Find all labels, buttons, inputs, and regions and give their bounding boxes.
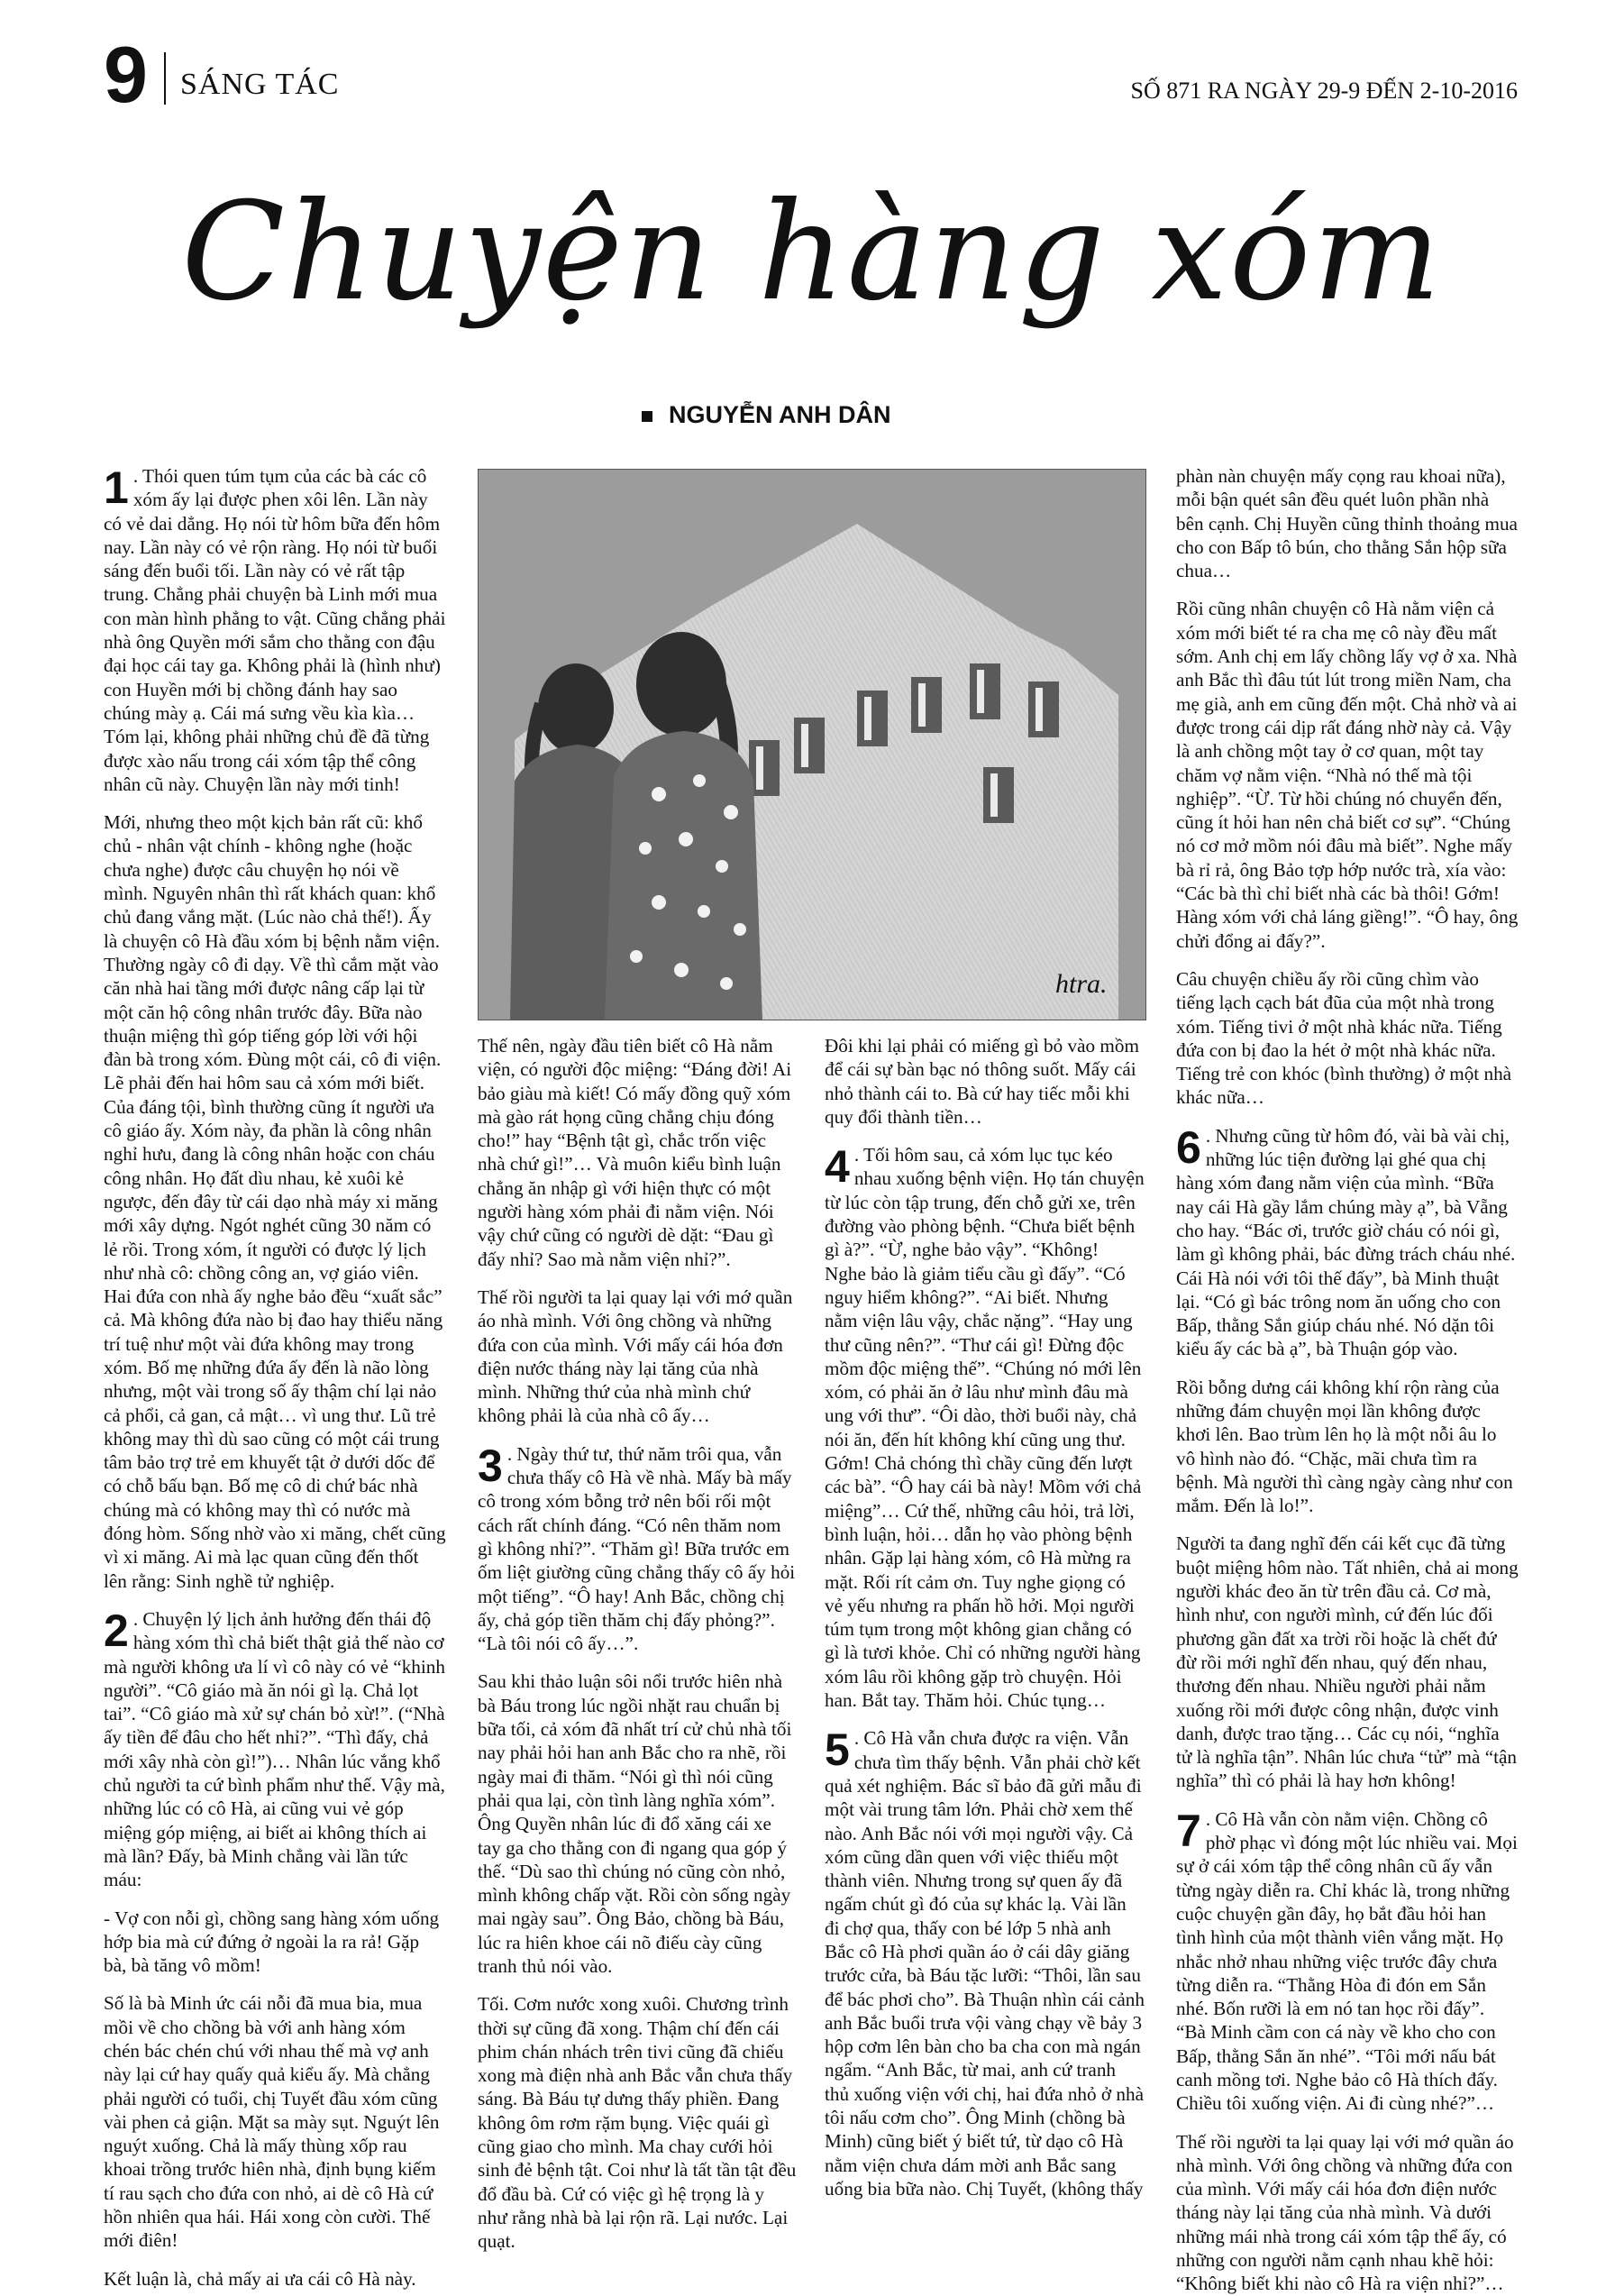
byline [642, 401, 891, 428]
text-column-1 [104, 462, 446, 2290]
author-name: NGUYỄN ANH DÂN [669, 401, 891, 428]
paragraph-text: . Cô Hà vẫn còn nằm viện. Chồng cô phờ phạc vì đóng một lúc nhiều vai. Mọi sự ở cái xóm tập thể công nhân cũ ấy vẫn từng ngày diễn ra. Chỉ khác là, trong những cuộc chuyện gần đây, họ bắt đầu hỏi han tình hình của một thành viên vắng mặt. Họ nhắc nhở nhau những việc trước đây chưa từng diễn ra. “Thằng Hòa đi đón em Sắn nhé. Bốn rưỡi là em nó tan học rồi đấy”. “Bà Minh cầm con cá này về kho cho con Bấp, thằng Sắn ăn nhé”. “Tôi mới nấu bát canh mồng tơi. Nghe bảo cô Hà thích đấy. Chiều tôi xuống viện. Ai đi cùng nhé?”… [1176, 1807, 1518, 2115]
page-number: 9 [104, 30, 148, 119]
paragraph-text: . Ngày thứ tư, thứ năm trôi qua, vẫn chưa thấy cô Hà về nhà. Mấy bà mấy cô trong xóm bỗng trở nên bối rối một cách rất chính đáng. “Có nên thăm nom gì không nhỉ?”. “Thăm gì! Bữa trước em ốm liệt giường cũng chẳng thấy cô ấy hỏi một tiếng”. “Ô hay! Anh Bắc, chồng chị ấy, chả góp tiền thăm chị đấy phỏng?”. “Là tôi nói cô ấy…”. [478, 1442, 796, 1655]
section-number: 7 [1176, 1805, 1201, 1856]
section-number: 5 [825, 1724, 850, 1776]
section-number: 3 [478, 1440, 503, 1491]
paragraph: Tối. Cơm nước xong xuôi. Chương trình thời sự cũng đã xong. Thậm chí đến cái phim chán nhách trên tivi cũng đã chiếu xong mà điện nhà anh Bắc vẫn chưa thấy sáng. Bà Báu tự dưng thấy phiền. Đang không ôm rơm rặm bụng. Việc quái gì cũng giao cho mình. Ma chay cưới hỏi sinh đẻ bệnh tật. Coi như là tất tần tật đều đổ đầu bà. Cứ có việc gì hệ trọng là y như rằng nhà bà lại rộn rã. Lại nước. Lại quạt. [478, 1993, 797, 2253]
text-column-4 [1176, 464, 1519, 2295]
paragraph-text: . Nhưng cũng từ hôm đó, vài bà vài chị, những lúc tiện đường lại ghé qua chị hàng xóm đang nằm viện của mình. “Bữa nay cái Hà gầy lắm chúng mày ạ”, bà Vẵng cho hay. “Bác ơi, trước giờ cháu có nói gì, làm gì không phải, bác đừng trách cháu nhé. Cái Hà nói với tôi thế đấy”, bà Minh thuật lại. “Có gì bác trông nom ăn uống cho con Bấp, thằng Sắn giúp cháu nhé. Nó dặn tôi kiểu ấy các bà ạ”, bà Thuận góp vào. [1176, 1124, 1516, 1360]
paragraph: Rồi bỗng dưng cái không khí rộn ràng của những đám chuyện mọi lần không được khơi lên. Bao trùm lên họ là một nỗi âu lo vô hình nào đó. “Chặc, mãi chưa tìm ra bệnh. Mà người thì càng ngày càng như con mắm. Đến là lo!”. [1176, 1376, 1513, 1517]
section-number: 1 [104, 462, 129, 513]
paragraph: Thế rồi người ta lại quay lại với mớ quần áo nhà mình. Với ông chồng và những đứa con của mình. Với mấy cái hóa đơn điện nước tháng này lại tăng của nhà mình. Những thứ của nhà mình chứ không phải là của nhà cô ấy… [478, 1285, 793, 1427]
paragraph: Đôi khi lại phải có miếng gì bỏ vào mồm để cái sự bàn bạc nó thông suốt. Mấy cái nhỏ thành cái to. Bà cứ hay tiếc mỗi khi quy đổi thành tiền… [825, 1035, 1139, 1128]
paragraph-text: . Thói quen túm tụm của các bà các cô xóm ấy lại được phen xôi lên. Lần này có vẻ dai dẳng. Họ nói từ hôm bữa đến hôm nay. Lần này có vẻ rộn ràng. Họ nói từ buổi sáng đến buổi tối. Lần này có vẻ rất tập trung. Chẳng phải chuyện bà Linh mới mua con màn hình phẳng to vật. Cũng chẳng phải nhà ông Quyền mới sắm cho thằng con đậu đại học cái tay ga. Không phải là (hình như) con Huyền mới bị chồng đánh hay sao chúng mày ạ. Cái má sưng vều kìa kìa… Tóm lại, không phải những chủ đề đã từng được xào nấu trong cái xóm tập thể công nhân cũ này. Chuyện lần này mới tinh! [104, 465, 446, 795]
illustration-drawing [479, 470, 1145, 1020]
illustration [478, 469, 1146, 1020]
paragraph [1176, 1807, 1519, 2116]
paragraph [825, 1143, 1145, 1712]
byline-bullet-icon [642, 411, 652, 422]
paragraph [104, 464, 446, 796]
paragraph [104, 1607, 446, 1892]
paragraph-text: . Cô Hà vẫn chưa được ra viện. Vẫn chưa tìm thấy bệnh. Vẫn phải chờ kết quả xét nghiệm. Bác sĩ bảo đã gửi mẫu đi một vài trung tâm lớn. Phải chờ xem thế nào. Anh Bắc nói với mọi người vậy. Cả xóm cũng dần quen với việc thiếu một thành viên. Nhưng trong sự quen ấy đã ngấm chút gì đó của sự khác lạ. Vài lần đi chợ qua, thấy con bé lớp 5 nhà anh Bắc cô Hà phơi quần áo ở cái dây giăng trước cửa, bà Báu tặc lưỡi: “Thôi, lần sau để bác phơi cho”. Bà Thuận nhìn cái cảnh anh Bắc buổi trưa vội vàng chạy về bảy 3 hộp cơm lên bàn cho ba cha con mà ngán ngẩm. “Anh Bắc, từ mai, anh cứ tranh thủ xuống viện với chị, hai đứa nhỏ ở nhà tôi nấu cơm cho”. Ông Minh (chồng bà Minh) cũng biết ý biết tứ, từ dạo cô Hà nằm viện chưa dám mời anh Bắc sang uống bia bữa nào. Chị Tuyết, (không thấy [825, 1727, 1145, 2200]
section-name: SÁNG TÁC [180, 68, 340, 101]
paragraph: phàn nàn chuyện mấy cọng rau khoai nữa), mỗi bận quét sân đều quét luôn phần nhà bên cạnh. Chị Huyền cũng thỉnh thoảng mua cho con Bấp tô bún, cho thằng Sắn hộp sữa chua… [1176, 465, 1518, 582]
paragraph: Thế nên, ngày đầu tiên biết cô Hà nằm viện, có người độc miệng: “Đáng đời! Ai bảo giàu mà kiết! Có mấy đồng quỹ xóm mà gào rát họng cũng chẳng chịu đóng cho!” hay “Bệnh tật gì, chắc trốn việc nhà chứ gì!”… Và muôn kiểu bình luận chẳng ăn nhập gì với hiện thực có một người hàng xóm phải đi nằm viện. Nói vậy chứ cũng có người dè dặt: “Đau gì đấy nhỉ? Sao mà nằm viện nhỉ?”. [478, 1035, 792, 1270]
section-number: 2 [104, 1605, 129, 1656]
paragraph: - Vợ con nỗi gì, chồng sang hàng xóm uống hớp bia mà cứ đứng ở ngoài la ra rả! Gặp bà, bà tăng vô mồm! [104, 1907, 440, 1977]
paragraph: Thế rồi người ta lại quay lại với mớ quần áo nhà mình. Với ông chồng và những đứa con của mình. Với mấy cái hóa đơn điện nước tháng này lại tăng của nhà mình. Và dưới những mái nhà trong cái xóm tập thể ấy, có những con người nằm cạnh nhau khẽ hỏi: “Không biết khi nào cô Hà ra viện nhỉ?”… [1176, 2130, 1514, 2295]
paragraph: Số là bà Minh ức cái nỗi đã mua bia, mua mồi về cho chồng bà với anh hàng xóm chén bác chén chú với nhau thế mà vợ anh này lại cứ hay quấy quả kiểu ấy. Mà chẳng phải người có tuổi, chị Tuyết đầu xóm cũng vài phen cả giận. Mặt sa mày sụt. Nguýt lên nguýt xuống. Chả là mấy thùng xốp rau khoai trồng trước hiên nhà, định bụng kiếm tí rau sạch cho đứa con nhỏ, ai dè cô Hà cứ hồn nhiên qua hái. Hái xong còn cười. Thế mới điên! [104, 1992, 440, 2252]
paragraph: Sau khi thảo luận sôi nổi trước hiên nhà bà Báu trong lúc ngồi nhặt rau chuẩn bị bữa tối, cả xóm đã nhất trí cử chủ nhà tối nay phải hỏi han anh Bắc cho ra nhẽ, rồi ngày mai đi thăm. “Nói gì thì nói cũng phải qua lại, còn tình làng nghĩa xóm”. Ông Quyền nhân lúc đi đổ xăng cái xe tay ga cho thằng con đi ngang qua góp ý thế. “Dù sao thì chúng nó cũng còn nhỏ, mình không chấp vặt. Rồi còn sống ngày mai ngày sau”. Ông Bảo, chồng bà Báu, lúc ra hiên khoe cái nõ điếu cày cũng tranh thủ nói vào. [478, 1670, 792, 1977]
paragraph: Người ta đang nghĩ đến cái kết cục đã từng buột miệng hôm nào. Tất nhiên, chả ai mong người khác đeo ăn từ trên đầu cả. Cơ mà, hình như, con người mình, cứ đến lúc đối phương gần đất xa trời rồi hoặc là chết đứ đừ rồi mới nghĩ đến nhau, quý đến nhau, thương đến nhau. Nhiều người phải nằm xuống rồi mới được công nhận, được vinh danh, được trao tặng… Các cụ nói, “nghĩa tử là nghĩa tận”. Nhân lúc chưa “tử” mà “tận nghĩa” thì có phải là hay hơn không! [1176, 1532, 1519, 1792]
text-column-3 [825, 1034, 1145, 2200]
paragraph: Rồi cũng nhân chuyện cô Hà nằm viện cả xóm mới biết té ra cha mẹ cô này đều mất sớm. Anh chị em lấy chồng lấy vợ ở xa. Nhà anh Bắc thì đâu tút lút trong miền Nam, cha mẹ già, anh em cũng đến một. Chả nhờ và ai được trong cái dịp rất đáng nhờ này cả. Vậy là anh chồng một tay ở cơ quan, một tay chăm vợ nằm viện. “Nhà nó thế mà tội nghiệp”. “Ừ. Từ hồi chúng nó chuyển đến, cũng ít hỏi han nên chả biết cơ sự”. “Chúng nó cơ mở mồm nói đâu mà biết”. Nghe mấy bà rỉ rả, ông Bảo tợp hớp nước trà, xía vào: “Các bà thì chỉ biết nhà các bà thôi! Gớm! Hàng xóm với chả láng giềng!”. “Ô hay, ông chửi đổng ai đấy?”. [1176, 598, 1519, 952]
paragraph: Mới, nhưng theo một kịch bản rất cũ: khổ chủ - nhân vật chính - không nghe (hoặc chưa nghe) được câu chuyện họ nói về mình. Nguyên nhân thì rất khách quan: khổ chủ đang vắng mặt. (Lúc nào chả thế!). Ấy là chuyện cô Hà đầu xóm bị bệnh nằm viện. Thường ngày cô đi dạy. Về thì cắm mặt vào căn nhà hai tầng mới được nâng cấp lại từ một căn hộ công nhân trước đây. Bữa nào thuận miệng thì góp tiếng góp lời với hội đàn bà trong xóm. Đùng một cái, cô đi viện. Lẽ phải đến hai hôm sau cả xóm mới biết. Của đáng tội, bình thường cũng ít người ưa cô giáo ấy. Xóm này, đa phần là công nhân nghỉ hưu, đang là công nhân hoặc con cháu công nhân. Họ đất dìu nhau, kẻ xuôi kẻ ngược, đến đây từ cái dạo nhà máy xi măng mới xây dựng. Ngót nghét cũng 30 năm có lẻ rồi. Trong xóm, ít người có được lý lịch như nhà cô: chồng công an, vợ giáo viên. Hai đứa con nhà ấy nghe bảo đều “xuất sắc” cả. Mà không đứa nào bị đao hay thiểu năng trí tuệ như một vài đứa không may trong xóm. Bố mẹ những đứa ấy đến là não lòng nhưng, một vài trong số ấy thậm chí lại nảo cả phổi, cả gan, cả mật… vì ung thư. Lũ trẻ không may thì dù sao cũng có một cái trung tâm bảo trợ trẻ em khuyết tật ở dưới dốc để có chỗ bấu bạn. Bố mẹ cô di chứ bác nhà chúng mà có không may thì có nước mà đóng hòm. Sống nhờ vào xi măng, chết cũng vì xi măng. Ai mà lạc quan cũng đến thốt lên rằng: Sinh nghề tử nghiệp. [104, 811, 446, 1592]
section-number: 4 [825, 1141, 850, 1193]
header-divider [164, 52, 166, 105]
issue-info: SỐ 871 RA NGÀY 29-9 ĐẾN 2-10-2016 [1130, 78, 1518, 104]
paragraph [1176, 1121, 1519, 1361]
section-number: 6 [1176, 1121, 1201, 1173]
article-title: Chuyện hàng xóm [181, 174, 1443, 331]
paragraph [825, 1726, 1145, 2200]
illustration-signature: htra. [1055, 969, 1108, 999]
paragraph: Câu chuyện chiều ấy rồi cũng chìm vào tiếng lạch cạch bát đũa của một nhà trong xóm. Tiếng tivi ở một nhà khác nữa. Tiếng đứa con bị đao la hét ở một nhà khác nữa. Tiếng trẻ con khóc (bình thường) ở một nhà khác nữa… [1176, 967, 1512, 1109]
paragraph: Kết luận là, chả mấy ai ưa cái cô Hà này. [104, 2267, 416, 2290]
paragraph-text: . Tối hôm sau, cả xóm lục tục kéo nhau xuống bệnh viện. Họ tán chuyện từ lúc còn tập trung, đến chỗ gửi xe, trên đường vào phòng bệnh. “Chưa biết bệnh gì à?”. “Ừ, nghe bảo vậy”. “Không! Nghe bảo là giảm tiểu cầu gì đấy”. “Có nguy hiểm không?”. “Ai biết. Nhưng nằm viện lâu vậy, chắc nặng”. “Hay ung thư cũng nên?”. “Thư cái gì! Đừng độc mồm độc miệng thế”. “Chúng nó mới lên xóm, có phải ăn ở lâu như mình đâu mà ung với thư”. “Ôi dào, thời buổi này, chả nói ăn, đến hít không khí cũng ung thư. Gớm! Chả chóng thì chầy cũng đến lượt các bà”. “Ô hay cái bà này! Mồm với chả miệng”… Cứ thế, những câu hỏi, trả lời, bình luận, hỏi… dẫn họ vào phòng bệnh nhân. Gặp lại hàng xóm, cô Hà mừng ra mặt. Rối rít cảm ơn. Tuy nghe giọng có vẻ yếu nhưng ra phấn hồ hởi. Mọi người túm tụm trong một không gian chẳng có gì là tươi khỏe. Chỉ có những người hàng xóm lâu rồi không gặp trò chuyện. Hỏi han. Bắt tay. Thăm hỏi. Chúc tụng… [825, 1144, 1145, 1712]
text-column-2 [478, 1034, 798, 2253]
paragraph [478, 1442, 798, 1656]
paragraph-text: . Chuyện lý lịch ảnh hưởng đến thái độ hàng xóm thì chả biết thật giả thế nào cơ mà người không ưa lí vì cô này có vẻ “khinh người”. “Cô giáo mà ăn nói gì lạ. Chả lọt tai”. “Cô giáo mà xử sự chán bỏ xừ!”. (“Nhà ấy tiền để đâu cho hết nhỉ?”. “Thì đấy, chả mới xây nhà còn gì!”)… Nhân lúc vắng khổ chủ người ta cứ bình phẩm như thế. Vậy mà, những lúc có cô Hà, ai cũng vui vẻ góp miệng góp miệng, ai biết ai không thích ai mà lần? Đấy, bà Minh chẳng vài lần tức máu: [104, 1607, 445, 1891]
